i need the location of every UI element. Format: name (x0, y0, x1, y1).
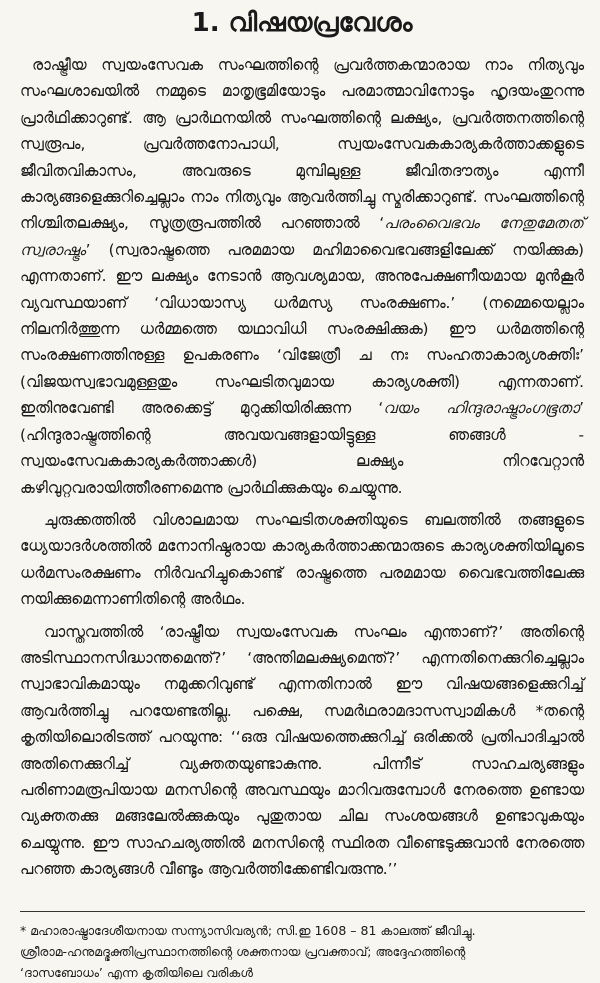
chapter-heading (20, 6, 584, 40)
footnote-line-2: ശ്രീരാമ-ഹനുമദ്ഭക്തിപ്രസ്ഥാനത്തിന്റെ ശക്തനായ പ്രവക്താവ്; അദ്ദേഹത്തിന്റെ (20, 943, 466, 959)
chapter-number: 1. (191, 8, 220, 38)
paragraph-1-part-c: ’ (ഹിന്ദുരാഷ്ട്രത്തിന്റെ അവയവങ്ങളായിട്ടുള്ള ഞങ്ങൾ - സ്വയംസേവകകാര്യകർത്താക്കൾ) ലക്ഷ്യം നിറവേറ്റാൻ കഴിവുറ്റവരായിത്തീരണമെന്നു പ്രാർഥിക്കുകയും ചെയ്യുന്നു. (20, 399, 584, 497)
sanskrit-quote-1: പരംവൈഭവം നേതുമേതത് സ്വരാഷ്ട്രം (20, 214, 584, 259)
paragraph-2: ചുരുക്കത്തിൽ വിശാലമായ സംഘടിതശക്തിയുടെ ബലത്തിൽ തങ്ങളുടെ ധ്യേയാദർശത്തിൽ മനോനിഷ്ഠരായ കാര്യകർത്താക്കന്മാരുടെ കാര്യശക്തിയിലൂടെ ധർമസംരക്ഷണം നിർവഹിച്ചുകൊണ്ട് രാഷ്ട്രത്തെ പരമമായ വൈഭവത്തിലേക്കു നയിക്കുമെന്നാണിതിന്റെ അർഥം. (20, 510, 584, 609)
footnote (20, 920, 584, 983)
footnote-divider (20, 911, 585, 912)
sanskrit-quote-2: വയം ഹിന്ദുരാഷ്ട്രാംഗഭൂതാ (383, 399, 580, 418)
footnote-line-3: ‘ദാസബോധം’ എന്ന കൃതിയിലെ വരികൾ (20, 964, 253, 980)
chapter-title: വിഷയപ്രവേശം (228, 8, 413, 38)
footnote-line-1: * മഹാരാഷ്ട്രാദേശീയനായ സന്ന്യാസിവര്യൻ; സി.ഇ 1608 – 81 കാലത്ത് ജീവിച്ചു. (20, 922, 476, 938)
paragraph-1-part-a: രാഷ്ട്രീയ സ്വയംസേവക സംഘത്തിന്റെ പ്രവർത്തകന്മാരായ നാം നിത്യവും സംഘശാഖയിൽ നമ്മുടെ മാതൃഭൂമിയോടും പരമാത്മാവിനോടും ഹൃദയംതുറന്നു പ്രാർഥിക്കാറുണ്ട്. ആ പ്രാർഥനയിൽ സംഘത്തിന്റെ ലക്ഷ്യം, പ്രവർത്തനത്തിന്റെ സ്വരൂപം, പ്രവർത്തനോപാധി, സ്വയംസേവകകാര്യകർത്താക്കളുടെ ജീവിതവികാസം, അവരുടെ മുമ്പിലുള്ള ജീവിതദൗത്യം എന്നീ കാര്യങ്ങളെക്കുറിച്ചെല്ലാം നാം നിത്യവും ആവർത്തിച്ചു സ്മരിക്കാറുണ്ട്. സംഘത്തിന്റെ നിശ്ചിതലക്ഷ്യം, സൂത്രരൂപത്തിൽ പറഞ്ഞാൽ ‘ (20, 56, 584, 233)
paragraph-1 (20, 52, 584, 501)
paragraph-1-part-b: ’ (സ്വരാഷ്ട്രത്തെ പരമമായ മഹിമാവൈഭവങ്ങളിലേക്ക് നയിക്കുക) എന്നതാണ്. ഈ ലക്ഷ്യം നേടാൻ ആവശ്യമായ, അനുപേക്ഷണീയമായ മുൻകൂർ വ്യവസ്ഥയാണ് ‘വിധായാസ്യ ധർമസ്യ സംരക്ഷണം.’ (നമ്മെയെല്ലാം നിലനിർത്തുന്ന ധർമ്മത്തെ യഥാവിധി സംരക്ഷിക്കുക) ഈ ധർമത്തിന്റെ സംരക്ഷണത്തിനുള്ള ഉപകരണം ‘വിജേത്രീ ച നഃ സംഹതാകാര്യശക്തിഃ’ (വിജയസ്വഭാവമുള്ളതും സംഘടിതവുമായ കാര്യശക്തി) എന്നതാണ്. ഇതിനുവേണ്ടി അരക്കെട്ട് മുറുക്കിയിരിക്കുന്ന ‘ (20, 240, 584, 418)
paragraph-3: വാസ്തവത്തിൽ ‘രാഷ്ട്രീയ സ്വയംസേവക സംഘം എന്താണ്?’ അതിന്റെ അടിസ്ഥാനസിദ്ധാന്തമെന്ത്?’ ‘അന്തിമലക്ഷ്യമെന്ത്?’ എന്നതിനെക്കുറിച്ചെല്ലാം സ്വാഭാവികമായും നമുക്കറിവുണ്ട് എന്നതിനാൽ ഈ വിഷയങ്ങളെക്കുറിച്ച് ആവർത്തിച്ചു പറയേണ്ടതില്ല. പക്ഷെ, സമർഥരാമദാസസ്വാമികൾ *തന്റെ കൃതിയിലൊരിടത്ത് പറയുന്നു: ‘‘ഒരു വിഷയത്തെക്കുറിച്ച് ഒരിക്കൽ പ്രതിപാദിച്ചാൽ അതിനെക്കുറിച്ച് വ്യക്തതയുണ്ടാകുന്നു. പിന്നീട് സാഹചര്യങ്ങളും പരിണാമരൂപിയായ മനസിന്റെ അവസ്ഥയും മാറിവരുമ്പോൾ നേരത്തെ ഉണ്ടായ വ്യക്തതക്കു മങ്ങലേൽക്കുകയും പുതുതായ ചില സംശയങ്ങൾ ഉണ്ടാവുകയും ചെയ്യുന്നു. ഈ സാഹചര്യത്തിൽ മനസിന്റെ സ്ഥിരത വീണ്ടെടുക്കുവാൻ നേരത്തെ പറഞ്ഞ കാര്യങ്ങൾ വീണ്ടും ആവർത്തിക്കേണ്ടിവരുന്നു.’’ (20, 622, 584, 879)
